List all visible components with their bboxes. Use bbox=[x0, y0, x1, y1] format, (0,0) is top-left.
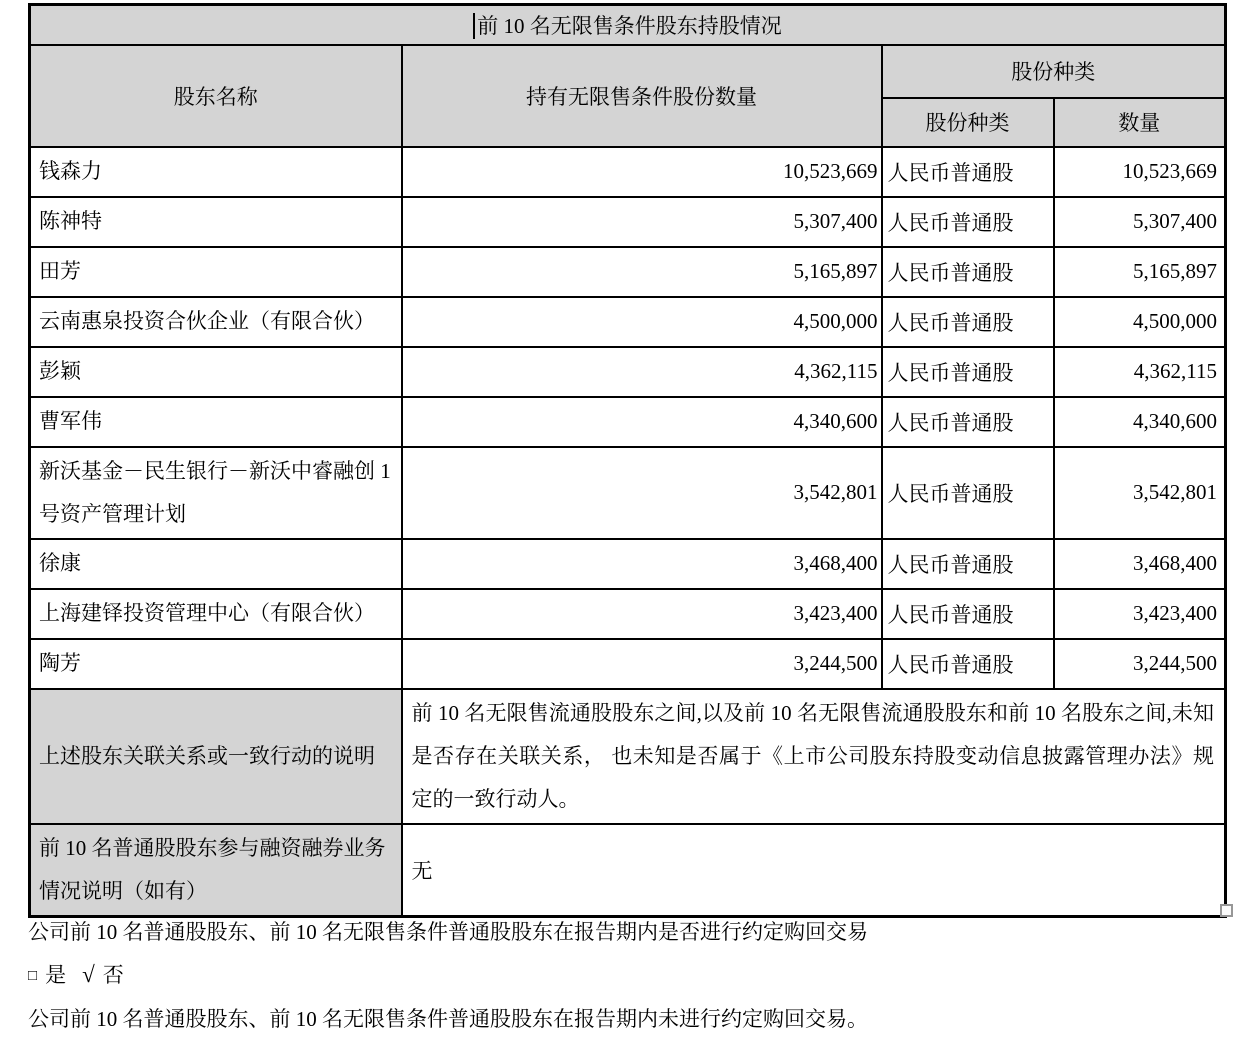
share-quantity: 3,542,801 bbox=[1054, 447, 1226, 539]
shares-held: 10,523,669 bbox=[402, 147, 882, 197]
repo-checkbox-line bbox=[28, 962, 124, 989]
text-cursor-icon bbox=[473, 13, 475, 39]
header-share-class: 股份种类 bbox=[882, 98, 1054, 147]
yes-label: 是 bbox=[45, 963, 67, 987]
table-row bbox=[30, 297, 1226, 347]
table-title-row bbox=[30, 5, 1226, 45]
shareholder-name: 上海建铎投资管理中心（有限合伙） bbox=[30, 589, 402, 639]
shareholder-name: 钱森力 bbox=[30, 147, 402, 197]
table-row bbox=[30, 347, 1226, 397]
table-resize-handle-icon bbox=[1220, 904, 1233, 917]
share-quantity: 4,362,115 bbox=[1054, 347, 1226, 397]
shares-held: 4,500,000 bbox=[402, 297, 882, 347]
table-title-cell bbox=[30, 5, 1226, 45]
table-row bbox=[30, 147, 1226, 197]
header-quantity: 数量 bbox=[1054, 98, 1226, 147]
table-row bbox=[30, 247, 1226, 297]
header-row-1 bbox=[30, 45, 1226, 98]
share-quantity: 3,244,500 bbox=[1054, 639, 1226, 689]
shareholder-name: 田芳 bbox=[30, 247, 402, 297]
relation-row bbox=[30, 689, 1226, 824]
shareholder-name: 徐康 bbox=[30, 539, 402, 589]
share-class: 人民币普通股 bbox=[882, 397, 1054, 447]
share-class: 人民币普通股 bbox=[882, 539, 1054, 589]
shareholder-name: 新沃基金－民生银行－新沃中睿融创 1 号资产管理计划 bbox=[30, 447, 402, 539]
shareholders-table bbox=[28, 3, 1227, 918]
margin-trading-text: 无 bbox=[402, 824, 1226, 917]
share-quantity: 3,468,400 bbox=[1054, 539, 1226, 589]
shareholder-name: 云南惠泉投资合伙企业（有限合伙） bbox=[30, 297, 402, 347]
shareholder-name: 曹军伟 bbox=[30, 397, 402, 447]
share-class: 人民币普通股 bbox=[882, 247, 1054, 297]
shares-held: 4,362,115 bbox=[402, 347, 882, 397]
share-class: 人民币普通股 bbox=[882, 347, 1054, 397]
share-class: 人民币普通股 bbox=[882, 589, 1054, 639]
shareholder-name: 陈神特 bbox=[30, 197, 402, 247]
share-quantity: 4,340,600 bbox=[1054, 397, 1226, 447]
relation-label: 上述股东关联关系或一致行动的说明 bbox=[30, 689, 402, 824]
header-shares-held: 持有无限售条件股份数量 bbox=[402, 45, 882, 147]
share-quantity: 10,523,669 bbox=[1054, 147, 1226, 197]
shares-held: 4,340,600 bbox=[402, 397, 882, 447]
table-row bbox=[30, 589, 1226, 639]
header-shareholder-name: 股东名称 bbox=[30, 45, 402, 147]
table-row bbox=[30, 539, 1226, 589]
share-class: 人民币普通股 bbox=[882, 147, 1054, 197]
share-quantity: 3,423,400 bbox=[1054, 589, 1226, 639]
shares-held: 3,244,500 bbox=[402, 639, 882, 689]
shareholder-name: 彭颖 bbox=[30, 347, 402, 397]
table-row bbox=[30, 197, 1226, 247]
share-quantity: 5,165,897 bbox=[1054, 247, 1226, 297]
no-label: 否 bbox=[102, 963, 124, 987]
check-mark-icon: √ bbox=[82, 962, 95, 987]
shares-held: 3,423,400 bbox=[402, 589, 882, 639]
share-class: 人民币普通股 bbox=[882, 447, 1054, 539]
table-row bbox=[30, 397, 1226, 447]
margin-trading-label: 前 10 名普通股股东参与融资融券业务情况说明（如有） bbox=[30, 824, 402, 917]
header-share-class-group: 股份种类 bbox=[882, 45, 1226, 98]
shareholder-name: 陶芳 bbox=[30, 639, 402, 689]
relation-text: 前 10 名无限售流通股股东之间,以及前 10 名无限售流通股股东和前 10 名股东之间,未知是否存在关联关系， 也未知是否属于《上市公司股东持股变动信息披露管理办法》规定的一致行动人。 bbox=[402, 689, 1226, 824]
share-quantity: 4,500,000 bbox=[1054, 297, 1226, 347]
table-row bbox=[30, 639, 1226, 689]
margin-trading-row bbox=[30, 824, 1226, 917]
shares-held: 5,165,897 bbox=[402, 247, 882, 297]
share-quantity: 5,307,400 bbox=[1054, 197, 1226, 247]
table-row bbox=[30, 447, 1226, 539]
repo-answer-line: 公司前 10 名普通股股东、前 10 名无限售条件普通股股东在报告期内未进行约定购回交易。 bbox=[28, 1007, 868, 1031]
unchecked-box-icon: □ bbox=[28, 968, 38, 984]
repo-question-line: 公司前 10 名普通股股东、前 10 名无限售条件普通股股东在报告期内是否进行约定购回交易 bbox=[28, 920, 868, 944]
share-class: 人民币普通股 bbox=[882, 639, 1054, 689]
shares-held: 3,542,801 bbox=[402, 447, 882, 539]
shares-held: 3,468,400 bbox=[402, 539, 882, 589]
share-class: 人民币普通股 bbox=[882, 297, 1054, 347]
table-title: 前 10 名无限售条件股东持股情况 bbox=[477, 13, 782, 38]
share-class: 人民币普通股 bbox=[882, 197, 1054, 247]
shares-held: 5,307,400 bbox=[402, 197, 882, 247]
